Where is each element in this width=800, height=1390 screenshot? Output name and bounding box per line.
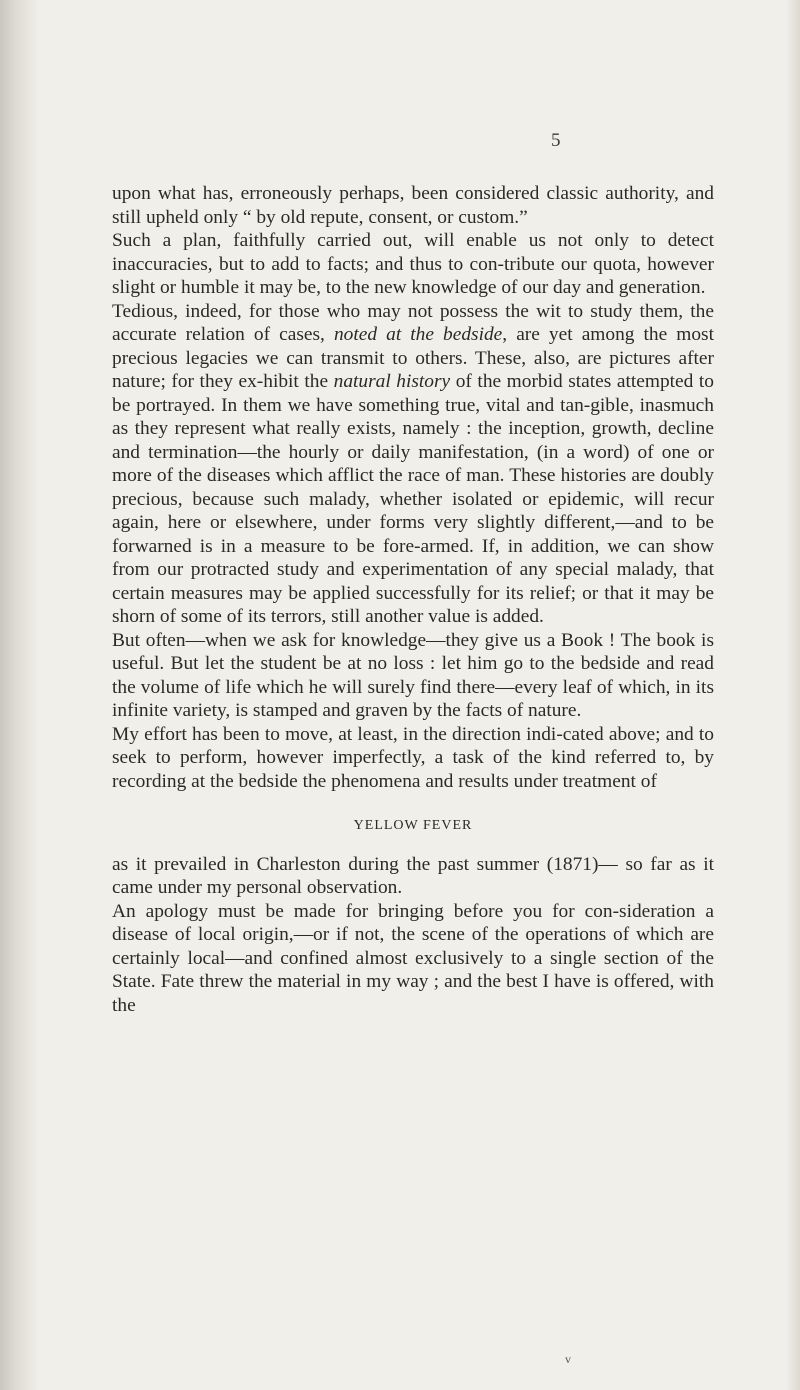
paragraph-5: My effort has been to move, at least, in the direction indi-cated above; and to seek to perform, however imperfectly, a task of the kind referred to, by recording at the bedside the phenomena and results under treatment of xyxy=(112,723,714,792)
paragraph-7: An apology must be made for bringing before you for con-sideration a disease of local origin,—or if not, the scene of the operations of which are certainly local—and confined almost exclusively to a single section of the State. Fate threw the material in my way ; and the best I have is offered, with the xyxy=(112,900,714,1016)
paragraph-3-start: Tedious, indeed, for those who may not possess the wit to study them, the accurate relation of cases, xyxy=(112,300,714,345)
paragraph-6: as it prevailed in Charleston during the past summer (1871)— so far as it came under my personal observation. xyxy=(112,853,714,898)
section-heading: YELLOW FEVER xyxy=(353,818,473,833)
paragraph-4: But often—when we ask for knowledge—they give us a Book ! The book is useful. But let the student be at no loss : let him go to the bedside and read the volume of life which he will surely find there—every leaf of which, in its infinite variety, is stamped and graven by the facts of nature. xyxy=(112,629,714,721)
scan-edge-shadow-left xyxy=(0,0,40,1390)
paragraph-3-end: of the morbid states attempted to be portrayed. In them we have something true, vital and tan-gible, inasmuch as they represent what really exists, namely : the inception, growth, decline and termination—the hourly or daily manifestation, (in a word) of one or more of the diseases which afflict the race of man. These histories are doubly precious, because such malady, whether isolated or epidemic, will recur again, here or elsewhere, under forms very slightly different,—and to be forwarned is in a measure to be fore-armed. If, in addition, we can show from our protracted study and experimentation of any special malady, that certain measures may be applied successfully for its relief; or that it may be shorn of some of its terrors, still another value is added. xyxy=(112,371,714,627)
paragraph-3-comma: , xyxy=(502,324,508,345)
italic-phrase-bedside: noted at the bedside xyxy=(333,324,503,345)
scan-edge-shadow-right xyxy=(786,0,800,1390)
paragraph-3 xyxy=(112,300,714,629)
paragraph-1: upon what has, erroneously perhaps, been considered classic authority, and still upheld only “ by old repute, consent, or custom.” xyxy=(112,183,714,228)
italic-phrase-natural-history: natural history xyxy=(333,371,451,392)
stray-print-mark: v xyxy=(565,1352,571,1366)
body-text xyxy=(112,182,714,1017)
paragraph-2: Such a plan, faithfully carried out, will enable us not only to detect inaccuracies, but to add to facts; and thus to con-tribute our quota, however slight or humble it may be, to the new knowledge of our day and generation. xyxy=(112,230,714,298)
paragraph-3-middle: are yet among the most precious legacies we can transmit to others. These, also, are pictures after nature; for they ex-hibit the xyxy=(112,324,714,392)
page-number: 5 xyxy=(551,130,561,151)
